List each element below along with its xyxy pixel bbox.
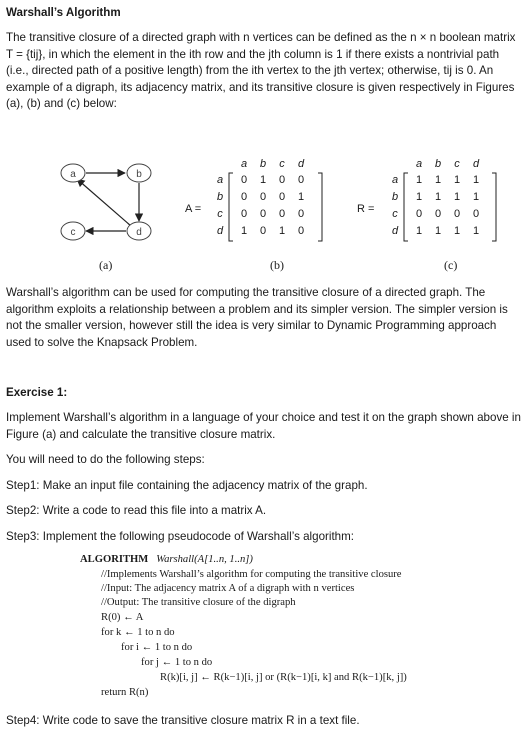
algo-comment-2: //Input: The adjacency matrix A of a digraph with n vertices — [101, 583, 355, 594]
algo-keyword: ALGORITHM — [80, 554, 149, 565]
matrix-r-label: R = — [357, 203, 375, 215]
algo-header — [80, 553, 253, 566]
closure-matrix-col-header: b — [434, 158, 442, 170]
closure-matrix-cell: 1 — [472, 174, 480, 186]
adjacency-matrix-row-header: c — [217, 208, 223, 220]
matrix-a-left-bracket — [229, 173, 233, 241]
adjacency-matrix-col-header: c — [279, 158, 285, 170]
closure-matrix-col-header: d — [472, 158, 480, 170]
algo-signature: Warshall(A[1..n, 1..n]) — [156, 554, 253, 565]
adjacency-matrix-cell: 0 — [240, 174, 248, 186]
adjacency-matrix-row-header: d — [216, 225, 224, 237]
closure-matrix-cell: 1 — [472, 191, 480, 203]
closure-matrix-cell: 1 — [415, 225, 423, 237]
adjacency-matrix-cell: 1 — [259, 174, 267, 186]
node-c-label: c — [70, 227, 76, 238]
algo-comment-3: //Output: The transitive closure of the digraph — [101, 597, 296, 608]
matrix-a-label: A = — [185, 203, 202, 215]
adjacency-matrix-row-header: b — [216, 191, 224, 203]
intro-paragraph: The transitive closure of a directed graph with n vertices can be defined as the n × n boolean matrix T = {tij}, in which the element in the ith row and the jth column is 1 if there exists a nontrivial path (i.e., directed path of a positive length) from the ith vertex to the jth vertex; otherwise, tij is 0. An example of a digraph, its adjacency matrix, and its transitive closure is given respectively in Figures (a), (b) and (c) below: — [6, 31, 516, 110]
adjacency-matrix-cell: 0 — [278, 208, 286, 220]
page-title: Warshall’s Algorithm — [6, 6, 121, 19]
closure-matrix-cell: 1 — [415, 191, 423, 203]
node-d — [127, 222, 151, 240]
adjacency-matrix-cell: 0 — [297, 225, 305, 237]
exercise-title: Exercise 1: — [6, 386, 68, 399]
algo-loop-j: for j ← 1 to n do — [141, 657, 213, 668]
adjacency-matrix-cell: 0 — [259, 225, 267, 237]
node-c — [61, 222, 85, 240]
edge-d-a — [77, 179, 131, 226]
algo-loop-k: for k ← 1 to n do — [101, 627, 175, 638]
closure-matrix-cell: 1 — [453, 191, 461, 203]
caption-a: (a) — [99, 258, 113, 272]
algo-loop-i: for i ← 1 to n do — [121, 642, 193, 653]
closure-matrix-row-header: b — [391, 191, 399, 203]
figure — [0, 152, 526, 276]
node-a-label: a — [70, 169, 76, 180]
adjacency-matrix-cell: 0 — [278, 174, 286, 186]
step-3: Step3: Implement the following pseudocode of Warshall’s algorithm: — [6, 530, 354, 543]
step-2: Step2: Write a code to read this file into a matrix A. — [6, 504, 267, 517]
closure-matrix-row-header: c — [392, 208, 398, 220]
closure-matrix-cell: 1 — [453, 225, 461, 237]
steps-intro: You will need to do the following steps: — [6, 453, 205, 466]
adjacency-matrix-cell: 1 — [278, 225, 286, 237]
adjacency-matrix-cell: 1 — [240, 225, 248, 237]
algo-init: R(0) ← A — [101, 612, 144, 623]
closure-matrix-row-header: a — [391, 174, 399, 186]
matrix-r-right-bracket — [492, 173, 496, 241]
matrix-r-left-bracket — [404, 173, 408, 241]
adjacency-matrix-cell: 0 — [297, 174, 305, 186]
exercise-text: Implement Warshall’s algorithm in a language of your choice and test it on the graph shown above in Figure (a) and calculate the transitive closure matrix. — [6, 411, 521, 441]
closure-matrix-cell: 0 — [415, 208, 423, 220]
closure-matrix-cell: 1 — [472, 225, 480, 237]
caption-c: (c) — [444, 258, 458, 272]
closure-matrix-row-header: d — [391, 225, 399, 237]
closure-matrix-col-header: a — [415, 158, 423, 170]
adjacency-matrix-cell: 0 — [297, 208, 305, 220]
adjacency-matrix-cell: 0 — [278, 191, 286, 203]
adjacency-matrix-col-header: a — [240, 158, 248, 170]
node-a — [61, 164, 85, 182]
closure-matrix-cell: 1 — [415, 174, 423, 186]
closure-matrix-cell: 0 — [434, 208, 442, 220]
closure-matrix-cell: 1 — [434, 225, 442, 237]
adjacency-matrix-cell: 0 — [240, 208, 248, 220]
closure-matrix-cell: 0 — [453, 208, 461, 220]
closure-matrix-cell: 0 — [472, 208, 480, 220]
node-b — [127, 164, 151, 182]
closure-matrix-col-header: c — [454, 158, 460, 170]
closure-matrix-cell: 1 — [453, 174, 461, 186]
description-paragraph: Warshall’s algorithm can be used for computing the transitive closure of a directed graph. The algorithm exploits a relationship between a problem and its simpler version. The simpler version is not the smaller version, however still the idea is very similar to Dynamic Programming approach used to solve the Knapsack Problem. — [6, 286, 508, 349]
closure-matrix-cell: 1 — [434, 191, 442, 203]
matrix-a-right-bracket — [318, 173, 322, 241]
step-1: Step1: Make an input file containing the adjacency matrix of the graph. — [6, 479, 368, 492]
step-4: Step4: Write code to save the transitive closure matrix R in a text file. — [6, 714, 360, 727]
adjacency-matrix-row-header: a — [216, 174, 224, 186]
caption-b: (b) — [270, 258, 284, 272]
adjacency-matrix-cell: 0 — [259, 191, 267, 203]
adjacency-matrix-cell: 0 — [259, 208, 267, 220]
adjacency-matrix-col-header: b — [259, 158, 267, 170]
adjacency-matrix-cell: 0 — [240, 191, 248, 203]
closure-matrix-cell: 1 — [434, 174, 442, 186]
node-b-label: b — [136, 169, 142, 180]
adjacency-matrix-col-header: d — [297, 158, 305, 170]
algo-comment-1: //Implements Warshall’s algorithm for computing the transitive closure — [101, 569, 402, 580]
algo-update: R(k)[i, j] ← R(k−1)[i, j] or (R(k−1)[i, k] and R(k−1)[k, j]) — [160, 672, 407, 683]
adjacency-matrix-cell: 1 — [297, 191, 305, 203]
algo-return: return R(n) — [101, 687, 149, 698]
node-d-label: d — [136, 227, 142, 238]
